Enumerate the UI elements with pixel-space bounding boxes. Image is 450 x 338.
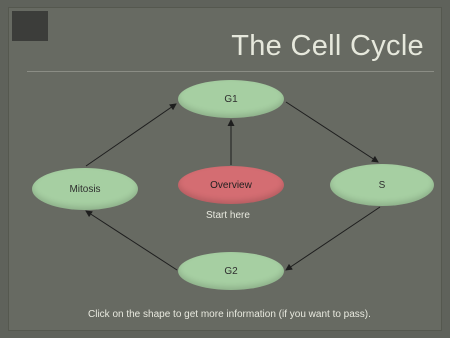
arrow-mitosis-to-g1 (86, 104, 176, 166)
node-s[interactable]: S (330, 164, 434, 206)
node-g2[interactable]: G2 (178, 252, 284, 290)
node-overview[interactable]: Overview (178, 166, 284, 204)
arrow-g1-to-s (286, 102, 378, 162)
node-g1[interactable]: G1 (178, 80, 284, 118)
arrow-s-to-g2 (286, 207, 380, 270)
start-here-label: Start here (206, 210, 250, 221)
arrow-g2-to-mitosis (86, 211, 177, 270)
footer-instruction: Click on the shape to get more information (if you want to pass). (88, 309, 371, 320)
node-mitosis[interactable]: Mitosis (32, 168, 138, 210)
slide-title: The Cell Cycle (231, 30, 424, 62)
